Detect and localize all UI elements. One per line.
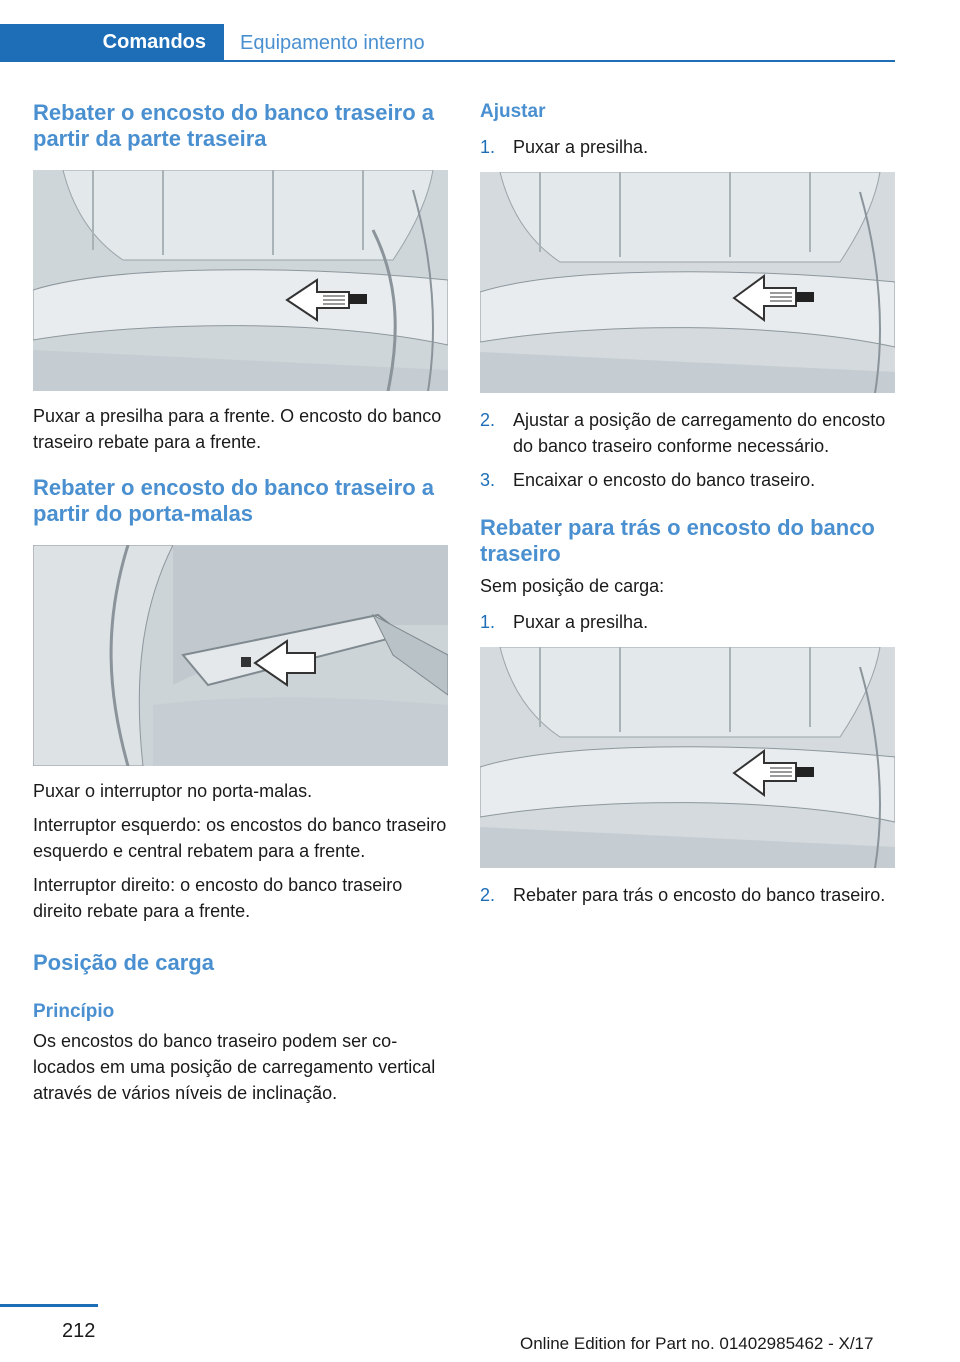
step-number: 3.	[480, 470, 496, 490]
section-heading-rear: Rebater o encosto do banco traseiro a partir da parte traseira	[33, 100, 434, 151]
list-item	[480, 882, 895, 908]
step-number: 1.	[480, 612, 496, 632]
figure-seat-latch-fold-back	[480, 647, 895, 868]
section-heading-trunk: Rebater o encosto do banco traseiro a partir do porta-malas	[33, 475, 434, 526]
section-heading-fold-back: Rebater para trás o encosto do banco traseiro	[480, 515, 875, 566]
subheading-principle: Princípio	[33, 1001, 115, 1022]
figure-seat-latch-rear	[33, 170, 448, 391]
paragraph-left-switch: Interruptor esquerdo: os encostos do banco traseiro esquerdo e central rebatem para a frente.	[33, 815, 447, 861]
section-heading-cargo: Posição de carga	[33, 950, 214, 975]
step-text: Rebater para trás o encosto do banco traseiro.	[513, 885, 886, 905]
step-text: Ajustar a posição de carregamento do encosto do banco traseiro conforme necessário.	[513, 410, 886, 456]
step-number: 2.	[480, 885, 496, 905]
paragraph-principle: Os encostos do banco traseiro podem ser colocados em uma posição de carregamento vertical através de vários níveis de inclinação.	[33, 1031, 436, 1103]
step-text: Puxar a presilha.	[513, 137, 649, 157]
step-number: 1.	[480, 137, 496, 157]
tab-comandos[interactable]: Comandos	[0, 24, 224, 60]
header-rule	[0, 60, 895, 62]
page-header	[0, 24, 895, 62]
list-item	[480, 609, 895, 635]
step-number: 2.	[480, 410, 496, 430]
paragraph-pull-strap: Puxar a presilha para a frente. O encosto do banco traseiro rebate para a frente.	[33, 406, 442, 452]
list-item	[480, 134, 895, 160]
step-text: Puxar a presilha.	[513, 612, 649, 632]
figure-trunk-switch	[33, 545, 448, 766]
edition-note: Online Edition for Part no. 01402985462 - X/17	[520, 1334, 874, 1353]
paragraph-right-switch: Interruptor direito: o encosto do banco traseiro direito rebate para a frente.	[33, 875, 403, 921]
left-column	[33, 100, 448, 1106]
tab-equipamento-interno[interactable]: Equipamento interno	[240, 32, 425, 54]
paragraph-pull-switch: Puxar o interruptor no porta-malas.	[33, 781, 313, 801]
subheading-adjust: Ajustar	[480, 101, 546, 122]
figure-seat-latch-adjust	[480, 172, 895, 393]
list-item	[480, 467, 895, 493]
list-item	[480, 407, 895, 459]
paragraph-no-cargo: Sem posição de carga:	[480, 576, 665, 596]
footer-rule	[0, 1304, 98, 1307]
step-text: Encaixar o encosto do banco traseiro.	[513, 470, 816, 490]
right-column	[480, 100, 895, 908]
page-number: 212	[62, 1320, 96, 1342]
